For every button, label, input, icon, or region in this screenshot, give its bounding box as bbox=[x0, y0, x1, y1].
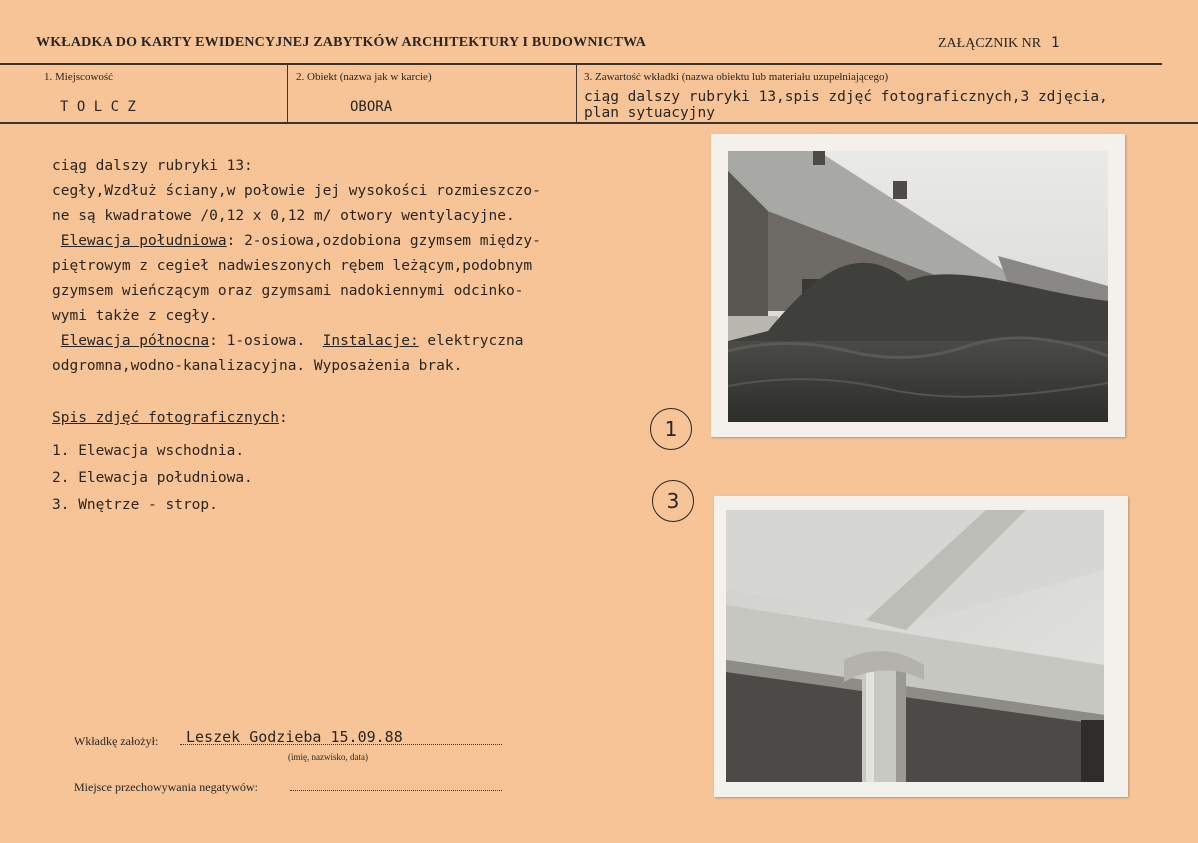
col-divider-1 bbox=[287, 65, 288, 122]
annex-number: 1 bbox=[1051, 35, 1060, 51]
text-line: gzymsem wieńczącym oraz gzymsami nadokiennymi odcinko- bbox=[52, 283, 524, 299]
founded-by-caption: (imię, nazwisko, data) bbox=[288, 752, 368, 762]
text-line: wymi także z cegły. bbox=[52, 308, 218, 324]
text-line: ne są kwadratowe /0,12 x 0,12 m/ otwory wentylacyjne. bbox=[52, 208, 515, 224]
photo-list-heading bbox=[52, 410, 288, 426]
card-title: WKŁADKA DO KARTY EWIDENCYJNEJ ZABYTKÓW ARCHITEKTURY I BUDOWNICTWA bbox=[36, 35, 647, 50]
founded-by-label: Wkładkę założył: bbox=[74, 734, 159, 748]
photo-list-heading-text: Spis zdjęć fotograficznych bbox=[52, 410, 279, 426]
photo-list bbox=[52, 438, 253, 519]
photo-1-barn-exterior bbox=[728, 151, 1108, 422]
description-text bbox=[52, 154, 541, 379]
locality-value: T O L C Z bbox=[60, 99, 136, 115]
content-label: 3. Zawartość wkładki (nazwa obiektu lub materiału uzupełniającego) bbox=[584, 71, 889, 83]
annex-label bbox=[938, 35, 1059, 52]
photo-label-1 bbox=[650, 408, 692, 450]
list-item: 3. Wnętrze - strop. bbox=[52, 497, 218, 513]
object-label: 2. Obiekt (nazwa jak w karcie) bbox=[296, 71, 432, 83]
photo-label-1-text: 1 bbox=[664, 417, 678, 441]
annex-label-text: ZAŁĄCZNIK NR bbox=[938, 36, 1042, 51]
photo-1-frame bbox=[711, 134, 1125, 437]
founded-by-value: Leszek Godzieba 15.09.88 bbox=[186, 728, 403, 746]
object-value: OBORA bbox=[350, 99, 393, 115]
photo-label-3 bbox=[652, 480, 694, 522]
south-elevation-heading: Elewacja południowa bbox=[60, 233, 227, 249]
photo-3-frame bbox=[714, 496, 1128, 797]
content-value-line-2: plan sytuacyjny bbox=[584, 105, 715, 120]
col-divider-2 bbox=[576, 65, 577, 122]
bottom-rule bbox=[0, 122, 1198, 124]
locality-label: 1. Miejscowość bbox=[44, 71, 114, 83]
text-line: : 2-osiowa,ozdobiona gzymsem między- bbox=[226, 233, 541, 249]
installations-heading: Instalacje: bbox=[322, 333, 419, 349]
north-elevation-heading: Elewacja północna bbox=[60, 333, 210, 349]
text-line: piętrowym z cegieł nadwieszonych rębem leżącym,podobnym bbox=[52, 258, 533, 274]
text-line: ciąg dalszy rubryki 13: bbox=[52, 158, 253, 174]
top-rule bbox=[0, 63, 1162, 65]
photo-list-heading-colon: : bbox=[278, 410, 288, 426]
text-line: elektryczna bbox=[418, 333, 524, 349]
text-line: cegły,Wzdłuż ściany,w połowie jej wysokości rozmieszczo- bbox=[52, 183, 541, 199]
text-line: odgromna,wodno-kanalizacyjna. Wyposażenia brak. bbox=[52, 358, 463, 374]
text-line: : 1-osiowa. bbox=[209, 333, 323, 349]
content-value-line-1: ciąg dalszy rubryki 13,spis zdjęć fotograficznych,3 zdjęcia, bbox=[584, 89, 1108, 105]
founded-by-line bbox=[180, 744, 502, 745]
negatives-storage-label: Miejsce przechowywania negatywów: bbox=[74, 780, 258, 794]
list-item: 1. Elewacja wschodnia. bbox=[52, 443, 245, 459]
list-item: 2. Elewacja południowa. bbox=[52, 470, 253, 486]
photo-3-interior-ceiling bbox=[726, 510, 1104, 782]
photo-label-3-text: 3 bbox=[666, 489, 680, 513]
negatives-storage-line bbox=[290, 790, 502, 791]
